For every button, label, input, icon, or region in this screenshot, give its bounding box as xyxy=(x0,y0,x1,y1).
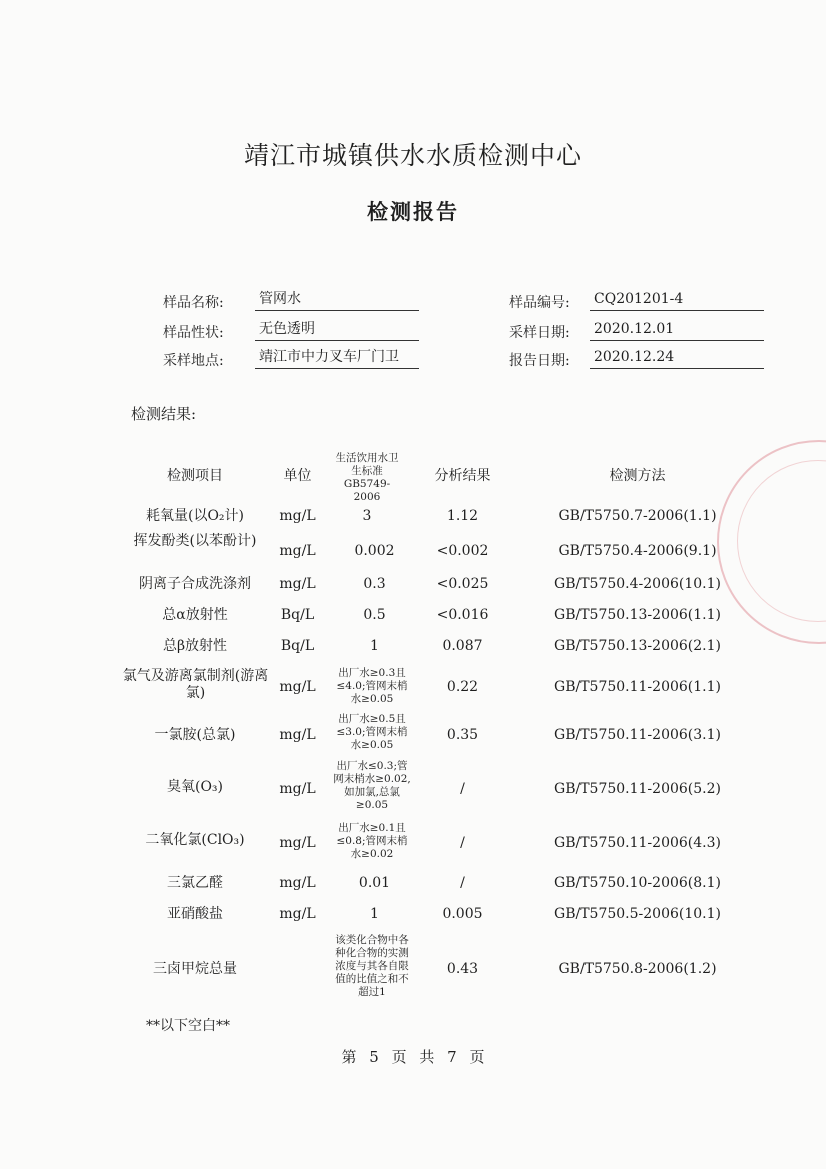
row-3-unit: mg/L xyxy=(279,576,316,592)
row-1-unit: mg/L xyxy=(279,508,316,524)
page-number: 第 5 页 共 7 页 xyxy=(341,1048,485,1066)
row-11-result: 0.005 xyxy=(442,906,483,922)
row-9-unit: mg/L xyxy=(279,835,316,851)
header-result: 分析结果 xyxy=(434,468,491,484)
row-6-method: GB/T5750.11-2006(1.1) xyxy=(554,679,721,695)
row-9-standard: 出厂水≥0.1且≤0.8;管网末梢水≥0.02 xyxy=(336,822,408,860)
sample-name-label: 样品名称: xyxy=(163,295,224,311)
row-9-item: 二氧化氯(ClO₃) xyxy=(145,832,245,848)
row-8-method: GB/T5750.11-2006(5.2) xyxy=(554,781,721,797)
report-title: 检测报告 xyxy=(367,199,459,224)
row-12-method: GB/T5750.8-2006(1.2) xyxy=(558,961,717,977)
row-1-item: 耗氧量(以O₂计) xyxy=(145,508,244,524)
sample-no-label: 样品编号: xyxy=(509,295,570,311)
row-10-standard: 0.01 xyxy=(358,875,391,891)
report-date-label: 报告日期: xyxy=(509,353,570,369)
row-4-result: <0.016 xyxy=(436,607,489,623)
row-8-result: / xyxy=(460,781,465,797)
sample-no-value: CQ201201-4 xyxy=(590,290,764,311)
row-12-result: 0.43 xyxy=(446,961,479,977)
row-10-unit: mg/L xyxy=(279,875,316,891)
header-item: 检测项目 xyxy=(167,468,223,484)
row-5-result: 0.087 xyxy=(442,638,483,654)
row-4-method: GB/T5750.13-2006(1.1) xyxy=(554,607,721,623)
row-4-standard: 0.5 xyxy=(363,607,386,623)
row-2-result: <0.002 xyxy=(436,543,489,559)
header-unit: 单位 xyxy=(283,468,312,484)
row-2-standard: 0.002 xyxy=(354,543,395,559)
sampling-date-value: 2020.12.01 xyxy=(590,320,764,341)
row-3-result: <0.025 xyxy=(436,576,489,592)
row-6-item: 氯气及游离氯制剂(游离氯) xyxy=(122,668,269,701)
row-8-unit: mg/L xyxy=(279,781,316,797)
row-7-standard: 出厂水≥0.5且≤3.0;管网末梢水≥0.05 xyxy=(336,713,408,751)
row-7-item: 一氯胺(总氯) xyxy=(154,727,236,743)
row-11-unit: mg/L xyxy=(279,906,316,922)
row-10-method: GB/T5750.10-2006(8.1) xyxy=(554,875,721,891)
row-5-method: GB/T5750.13-2006(2.1) xyxy=(554,638,721,654)
end-of-content-marker: **以下空白** xyxy=(146,1018,230,1034)
row-2-method: GB/T5750.4-2006(9.1) xyxy=(558,543,717,559)
row-4-unit: Bq/L xyxy=(280,607,315,623)
row-1-standard: 3 xyxy=(362,508,372,524)
row-4-item: 总α放射性 xyxy=(162,607,228,623)
row-2-unit: mg/L xyxy=(279,543,316,559)
row-6-unit: mg/L xyxy=(279,679,316,695)
row-8-item: 臭氧(O₃) xyxy=(166,779,223,795)
row-3-standard: 0.3 xyxy=(363,576,386,592)
row-12-standard: 该类化合物中各种化合物的实测浓度与其各自限值的比值之和不超过1 xyxy=(335,934,409,998)
row-7-unit: mg/L xyxy=(279,727,316,743)
row-5-item: 总β放射性 xyxy=(162,638,228,654)
location-label: 采样地点: xyxy=(163,353,224,369)
results-section-label: 检测结果: xyxy=(131,405,197,423)
report-date-value: 2020.12.24 xyxy=(590,348,764,369)
row-1-result: 1.12 xyxy=(446,508,479,524)
sample-state-value: 无色透明 xyxy=(255,320,419,341)
row-5-unit: Bq/L xyxy=(280,638,315,654)
row-11-method: GB/T5750.5-2006(10.1) xyxy=(554,906,721,922)
sampling-date-label: 采样日期: xyxy=(509,325,570,341)
row-11-item: 亚硝酸盐 xyxy=(167,906,223,922)
row-7-result: 0.35 xyxy=(446,727,479,743)
sample-name-value: 管网水 xyxy=(255,290,419,311)
row-2-item: 挥发酚类(以苯酚计) xyxy=(133,533,257,549)
sample-state-label: 样品性状: xyxy=(163,325,224,341)
row-6-result: 0.22 xyxy=(446,679,479,695)
row-10-result: / xyxy=(460,875,465,891)
organization-title: 靖江市城镇供水水质检测中心 xyxy=(243,141,582,170)
location-value: 靖江市中力叉车厂门卫 xyxy=(255,348,419,369)
row-3-method: GB/T5750.4-2006(10.1) xyxy=(554,576,721,592)
row-10-item: 三氯乙醛 xyxy=(167,875,223,891)
row-8-standard: 出厂水≤0.3;管网末梢水≥0.02,如加氯,总氯≥0.05 xyxy=(333,760,411,811)
row-1-method: GB/T5750.7-2006(1.1) xyxy=(558,508,717,524)
row-12-item: 三卤甲烷总量 xyxy=(153,961,237,977)
row-7-method: GB/T5750.11-2006(3.1) xyxy=(554,727,721,743)
row-3-item: 阴离子合成洗涤剂 xyxy=(139,576,251,592)
row-9-method: GB/T5750.11-2006(4.3) xyxy=(554,835,721,851)
row-11-standard: 1 xyxy=(370,906,379,922)
row-5-standard: 1 xyxy=(370,638,379,654)
row-9-result: / xyxy=(460,835,465,851)
header-standard: 生活饮用水卫生标准GB5749-2006 xyxy=(335,452,399,503)
row-6-standard: 出厂水≥0.3且≤4.0;管网末梢水≥0.05 xyxy=(336,667,408,705)
header-method: 检测方法 xyxy=(609,468,666,484)
